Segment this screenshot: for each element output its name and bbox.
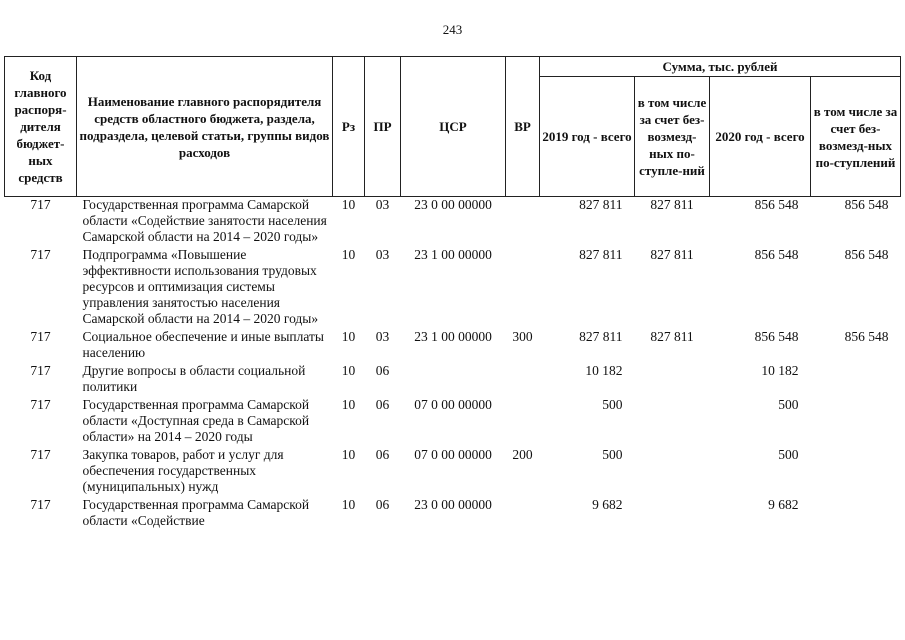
- budget-table-container: [4, 56, 900, 531]
- cell-2019-free: [635, 397, 710, 447]
- cell-name: Другие вопросы в области социальной политики: [82, 363, 306, 394]
- cell-2020-total: 500: [778, 397, 799, 412]
- cell-2020-free: [811, 447, 901, 497]
- cell-vr: 200: [512, 447, 533, 462]
- table-row: [5, 247, 901, 329]
- cell-vr: [506, 397, 540, 447]
- header-vr: ВР: [506, 57, 540, 197]
- cell-2020-total: 856 548: [754, 329, 799, 344]
- cell-2019-free: [635, 447, 710, 497]
- cell-pr: 03: [375, 197, 390, 212]
- header-name: Наименование главного распорядителя средств областного бюджета, раздела, подраздела, целевой статьи, группы видов расходов: [77, 57, 333, 197]
- cell-name: Государственная программа Самарской области «Содействие: [82, 497, 310, 528]
- cell-csr: [401, 363, 506, 397]
- header-2019-total: 2019 год - всего: [540, 77, 635, 197]
- cell-csr: 07 0 00 00000: [414, 397, 492, 412]
- cell-2020-free: 856 548: [844, 247, 889, 262]
- cell-rz: 10: [341, 329, 356, 344]
- cell-rz: 10: [341, 397, 356, 412]
- budget-table: [4, 56, 901, 531]
- cell-2019-total: 827 811: [579, 329, 623, 344]
- cell-vr: [506, 363, 540, 397]
- cell-2020-total: 10 182: [761, 363, 799, 378]
- table-row: [5, 363, 901, 397]
- cell-pr: 06: [375, 447, 390, 462]
- cell-code: 717: [30, 329, 51, 344]
- header-code: Код главного распоря-дителя бюджет-ных средств: [5, 57, 77, 197]
- cell-2020-free: [811, 497, 901, 531]
- cell-2020-total: 856 548: [754, 247, 799, 262]
- cell-2019-free: 827 811: [650, 197, 694, 212]
- cell-vr: [506, 497, 540, 531]
- cell-name: Государственная программа Самарской области «Содействие занятости населения Самарской области на 2014 – 2020 годы»: [82, 197, 327, 244]
- cell-pr: 03: [375, 247, 390, 262]
- cell-rz: 10: [341, 447, 356, 462]
- cell-name: Закупка товаров, работ и услуг для обеспечения государственных (муниципальных) нужд: [82, 447, 284, 494]
- cell-rz: 10: [341, 497, 356, 512]
- cell-2019-total: 500: [602, 447, 623, 462]
- header-2020-total: 2020 год - всего: [710, 77, 811, 197]
- cell-2019-free: 827 811: [650, 329, 694, 344]
- cell-2020-total: 856 548: [754, 197, 799, 212]
- cell-2019-free: 827 811: [650, 247, 694, 262]
- cell-2020-free: [811, 397, 901, 447]
- cell-vr: [506, 197, 540, 248]
- cell-csr: 07 0 00 00000: [414, 447, 492, 462]
- cell-vr: 300: [512, 329, 533, 344]
- header-csr: ЦСР: [401, 57, 506, 197]
- cell-2019-free: [635, 363, 710, 397]
- cell-csr: 23 0 00 00000: [414, 497, 492, 512]
- page-number: 243: [442, 22, 463, 37]
- cell-code: 717: [30, 497, 51, 512]
- cell-code: 717: [30, 363, 51, 378]
- cell-pr: 03: [375, 329, 390, 344]
- cell-2019-free: [635, 497, 710, 531]
- cell-name: Государственная программа Самарской области «Доступная среда в Самарской области» на 2014 – 2020 годы: [82, 397, 310, 444]
- table-header: [5, 57, 901, 197]
- table-body: [5, 197, 901, 532]
- table-row: [5, 397, 901, 447]
- table-row: [5, 329, 901, 363]
- cell-2019-total: 827 811: [579, 197, 623, 212]
- cell-pr: 06: [375, 397, 390, 412]
- cell-rz: 10: [341, 197, 356, 212]
- cell-name: Подпрограмма «Повышение эффективности использования трудовых ресурсов и оптимизация системы управления занятостью населения Самарской области на 2014 – 2020 годы»: [82, 247, 319, 326]
- header-2019-free: в том числе за счет без-возмезд-ных по-ступле-ний: [635, 77, 710, 197]
- cell-code: 717: [30, 397, 51, 412]
- header-rz: Рз: [333, 57, 365, 197]
- table-row: [5, 197, 901, 248]
- header-sum-group: Сумма, тыс. рублей: [540, 57, 901, 77]
- cell-2020-free: 856 548: [844, 329, 889, 344]
- cell-pr: 06: [375, 497, 390, 512]
- cell-2020-free: 856 548: [844, 197, 889, 212]
- cell-2020-total: 9 682: [768, 497, 799, 512]
- cell-rz: 10: [341, 363, 356, 378]
- cell-csr: 23 0 00 00000: [414, 197, 492, 212]
- cell-2020-total: 500: [778, 447, 799, 462]
- cell-code: 717: [30, 247, 51, 262]
- cell-vr: [506, 247, 540, 329]
- cell-2019-total: 10 182: [585, 363, 623, 378]
- cell-2019-total: 827 811: [579, 247, 623, 262]
- cell-csr: 23 1 00 00000: [414, 329, 492, 344]
- cell-code: 717: [30, 197, 51, 212]
- cell-code: 717: [30, 447, 51, 462]
- cell-csr: 23 1 00 00000: [414, 247, 492, 262]
- cell-name: Социальное обеспечение и иные выплаты населению: [82, 329, 324, 360]
- header-2020-free: в том числе за счет без-возмезд-ных по-ступлений: [811, 77, 901, 197]
- cell-rz: 10: [341, 247, 356, 262]
- cell-2019-total: 500: [602, 397, 623, 412]
- cell-2019-total: 9 682: [592, 497, 623, 512]
- header-pr: ПР: [365, 57, 401, 197]
- table-row: [5, 497, 901, 531]
- table-row: [5, 447, 901, 497]
- cell-pr: 06: [375, 363, 390, 378]
- cell-2020-free: [811, 363, 901, 397]
